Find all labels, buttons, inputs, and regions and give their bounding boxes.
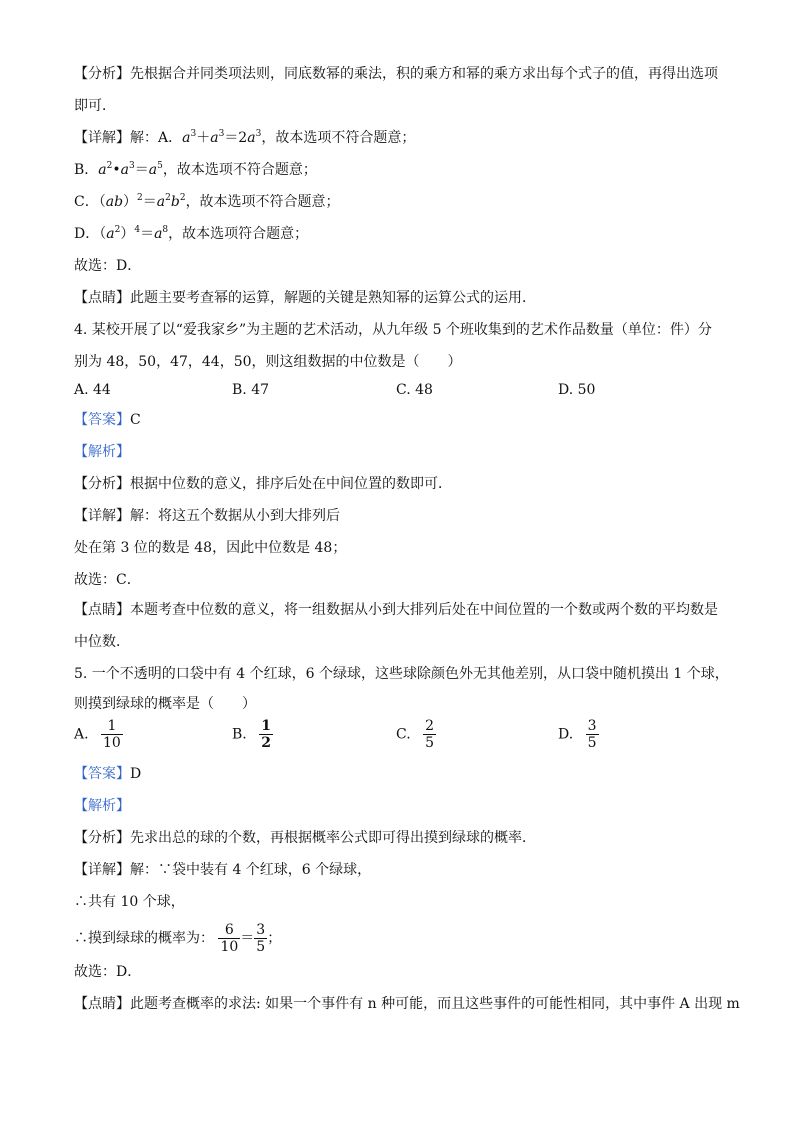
q3-analysis-cont: 即可． (74, 98, 116, 114)
q5-explanation-tag: 【解析】 (74, 798, 130, 814)
math-expr-d: $(a^2)^4=a^8$ (99, 225, 169, 242)
q3-detail-b: B．$a^2•a^3=a^5$，故本选项不符合题意； (74, 161, 317, 178)
answer-value: D (130, 766, 142, 782)
q4-comment-line2: 中位数． (74, 634, 130, 650)
q4-stem-line1: 4. 某校开展了以“爱我家乡”为主题的艺术活动，从九年级 5 个班收集到的艺术作品数量（单位：件）分 (74, 322, 712, 338)
math-expr-c: $(ab)^2=a^2b^2$ (98, 193, 186, 210)
q3-detail-c: C．$(ab)^2=a^2b^2$，故本选项不符合题意； (74, 193, 340, 210)
q4-detail-line1: 【详解】解：将这五个数据从小到大排列后 (74, 508, 340, 524)
q4-detail-line2: 处在第 3 位的数是 48，因此中位数是 48； (74, 540, 347, 556)
fraction: $\frac{6}{10}$ (220, 922, 239, 955)
fraction: $\frac{3}{5}$ (256, 922, 266, 955)
q5-option-a: A. $\frac{1}{10}$ (74, 718, 121, 751)
q4-stem-line2: 别为 48，50，47，44，50，则这组数据的中位数是（ ） (74, 354, 462, 370)
q5-option-c: C. $\frac{2}{5}$ (396, 718, 435, 751)
answer-tag: 【答案】 (74, 766, 130, 782)
q3-comment: 【点睛】此题主要考查幂的运算，解题的关键是熟知幂的运算公式的运用． (74, 290, 536, 306)
q5-detail-line3: ∴摸到绿球的概率为： $\frac{6}{10}$ ＝ $\frac{3}{5}$ ； (74, 922, 282, 955)
q3-detail-a: 【详解】解：A．$a^3+a^3=2a^3$，故本选项不符合题意； (74, 129, 416, 146)
q5-comment: 【点睛】此题考查概率的求法: 如果一个事件有 n 种可能，而且这些事件的可能性相同，其中事件 A 出现 m (74, 996, 740, 1012)
q3-choose: 故选：D． (74, 258, 142, 274)
q4-explanation-tag: 【解析】 (74, 444, 130, 460)
q3-detail-d: D．$(a^2)^4=a^8$，故本选项符合题意； (74, 225, 309, 242)
q4-option-d: D. 50 (558, 382, 596, 398)
q5-stem-line1: 5. 一个不透明的口袋中有 4 个红球，6 个绿球，这些球除颜色外无其他差别，从口袋中随机摸出 1 个球， (74, 666, 729, 682)
math-expr-a: $a^3+a^3=2a^3$ (182, 129, 262, 146)
q5-detail-line2: ∴共有 10 个球， (74, 894, 185, 910)
answer-value: C (130, 412, 141, 428)
q4-analysis: 【分析】根据中位数的意义，排序后处在中间位置的数即可． (74, 476, 452, 492)
q5-analysis: 【分析】先求出总的球的个数，再根据概率公式即可得出摸到绿球的概率． (74, 830, 536, 846)
fraction: $\frac{3}{5}$ (587, 718, 597, 751)
q5-answer (74, 764, 141, 784)
q4-option-c: C. 48 (396, 382, 433, 398)
q4-option-a: A. 44 (74, 382, 111, 398)
q5-choose: 故选：D． (74, 964, 142, 980)
q5-option-d: D. $\frac{3}{5}$ (558, 718, 597, 751)
q3-analysis: 【分析】先根据合并同类项法则，同底数幂的乘法，积的乘方和幂的乘方求出每个式子的值，再得出选项 (74, 66, 718, 82)
fraction: $\frac{1}{10}$ (103, 718, 121, 751)
q5-detail-line1: 【详解】解：∵袋中装有 4 个红球，6 个绿球， (74, 862, 372, 878)
q4-answer (74, 410, 141, 430)
math-expr-b: $a^2•a^3=a^5$ (98, 161, 163, 178)
q4-comment-line1: 【点睛】本题考查中位数的意义，将一组数据从小到大排列后处在中间位置的一个数或两个数的平均数是 (74, 602, 718, 618)
answer-tag: 【答案】 (74, 412, 130, 428)
q5-option-b: B. $\frac{1}{2}$ (232, 718, 271, 751)
q4-option-b: B. 47 (232, 382, 270, 398)
fraction: $\frac{2}{5}$ (425, 718, 435, 751)
q4-choose: 故选：C． (74, 572, 141, 588)
q5-stem-line2: 则摸到绿球的概率是（ ） (74, 696, 256, 712)
fraction: $\frac{1}{2}$ (261, 718, 271, 751)
